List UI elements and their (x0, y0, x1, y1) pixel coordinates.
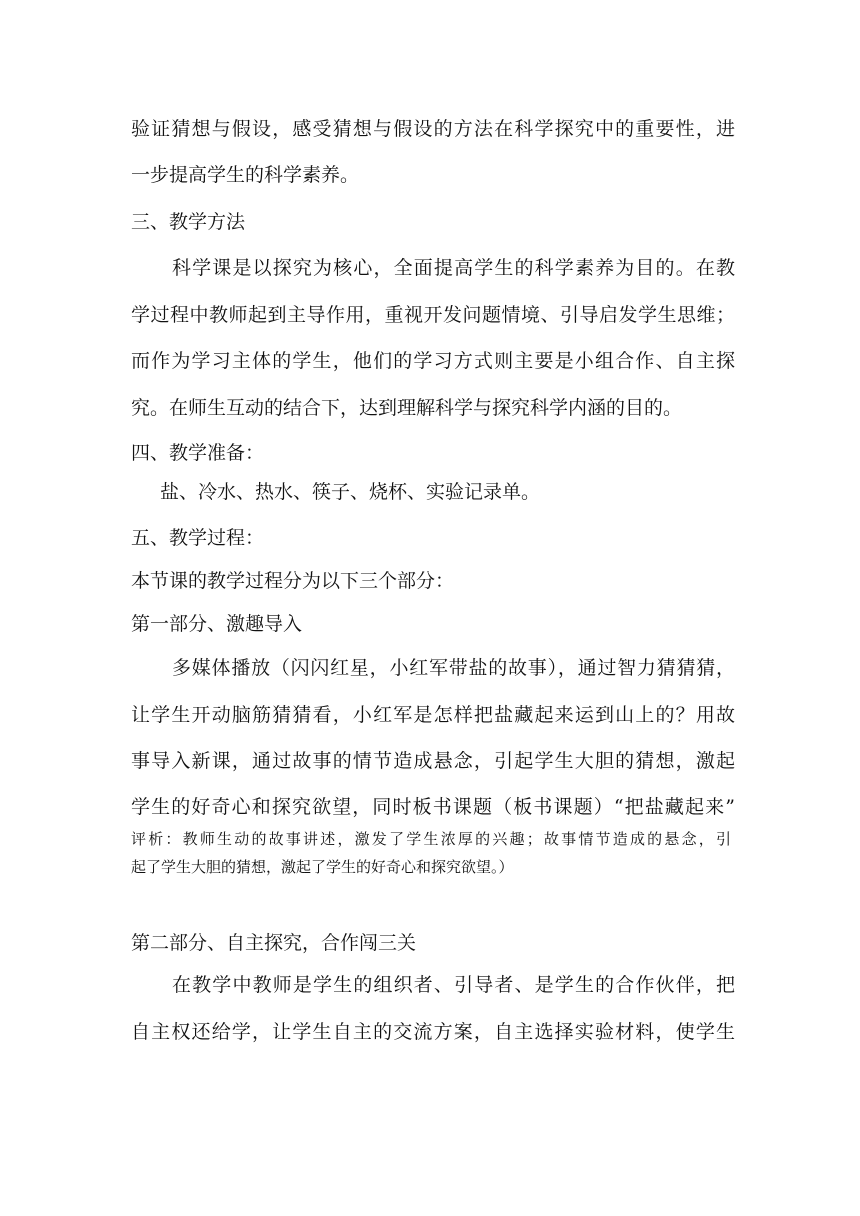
paragraph-line: 自主权还给学，让学生自主的交流方案，自主选择实验材料，使学生 (131, 1021, 735, 1043)
process-intro: 本节课的教学过程分为以下三个部分： (131, 570, 455, 592)
paragraph-line: 科学课是以探究为核心，全面提高学生的科学素养为目的。在教 (172, 257, 735, 279)
paragraph-line: 而作为学习主体的学生，他们的学习方式则主要是小组合作、自主探 (131, 350, 735, 372)
paragraph-line: 学生的好奇心和探究欲望，同时板书课题（板书课题）“把盐藏起来” (131, 796, 735, 818)
intro-line-1: 验证猜想与假设，感受猜想与假设的方法在科学探究中的重要性，进 (131, 118, 735, 140)
section-heading-methods: 三、教学方法 (131, 211, 246, 233)
intro-line-2: 一步提高学生的科学素养。 (131, 164, 360, 186)
section-heading-preparation: 四、教学准备： (131, 442, 265, 464)
part-heading-2: 第二部分、自主探究，合作闯三关 (131, 932, 417, 954)
paragraph-line: 让学生开动脑筋猜猜看，小红军是怎样把盐藏起来运到山上的？用故 (131, 704, 735, 726)
paragraph-line: 事导入新课，通过故事的情节造成悬念，引起学生大胆的猜想，激起 (131, 750, 735, 772)
paragraph-line: 学过程中教师起到主导作用，重视开发问题情境、引导启发学生思维； (131, 304, 735, 326)
paragraph-line: 在教学中教师是学生的组织者、引导者、是学生的合作伙伴，把 (172, 974, 735, 996)
paragraph-line: 究。在师生互动的结合下，达到理解科学与探究科学内涵的目的。 (131, 397, 683, 419)
section-heading-process: 五、教学过程： (131, 527, 265, 549)
paragraph-line: 多媒体播放（闪闪红星，小红军带盐的故事），通过智力猜猜猜， (172, 657, 735, 679)
comment-line: 起了学生大胆的猜想，激起了学生的好奇心和探究欲望。） (131, 858, 514, 876)
part-heading-1: 第一部分、激趣导入 (131, 613, 303, 635)
comment-line: 评析：教师生动的故事讲述，激发了学生浓厚的兴趣；故事情节造成的悬念，引 (131, 830, 731, 848)
materials-list: 盐、冷水、热水、筷子、烧杯、实验记录单。 (160, 481, 541, 503)
